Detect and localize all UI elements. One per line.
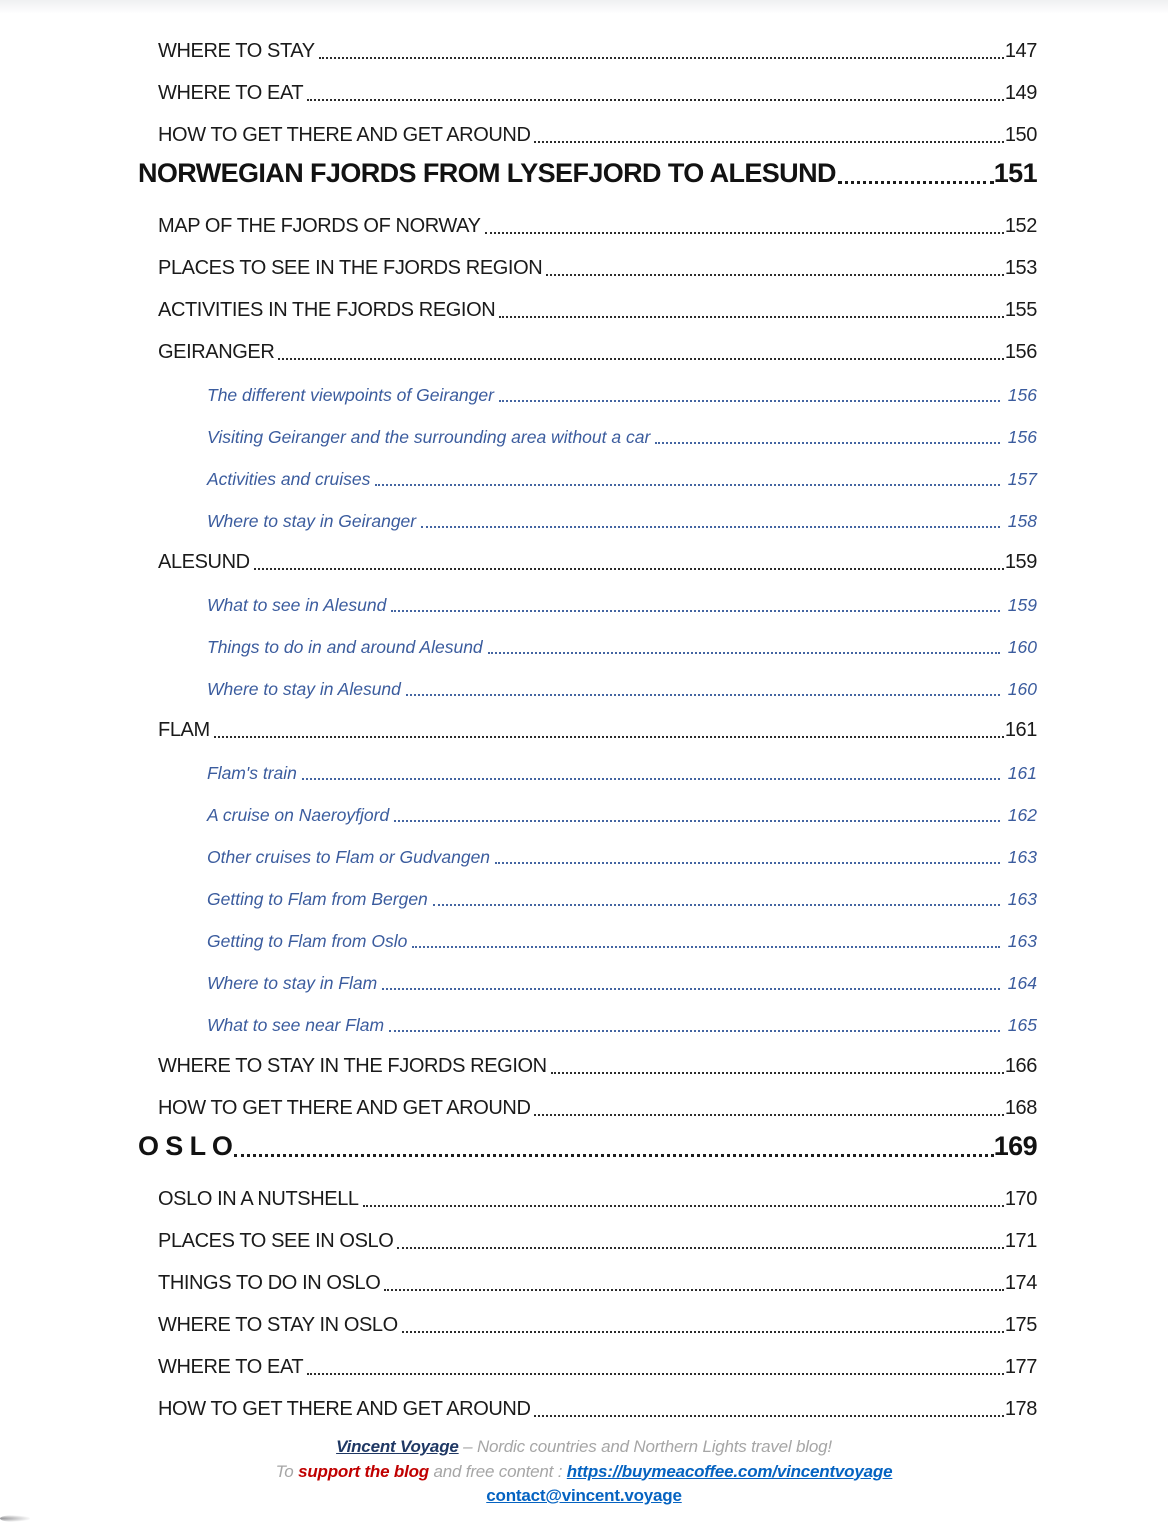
dot-leader <box>406 694 1000 696</box>
toc-entry-label: WHERE TO EAT <box>158 82 304 104</box>
toc-entry-label: HOW TO GET THERE AND GET AROUND <box>158 1097 531 1119</box>
toc-entry-label: NORWEGIAN FJORDS FROM LYSEFJORD TO ALESUND <box>138 158 836 188</box>
toc-entry-label: PLACES TO SEE IN THE FJORDS REGION <box>158 257 543 279</box>
toc-page-number: 178 <box>1004 1398 1037 1420</box>
dot-leader <box>394 820 1000 822</box>
toc-entry[interactable] <box>158 1211 1037 1253</box>
toc-entry-label: Activities and cruises <box>207 469 371 489</box>
toc-entry[interactable] <box>158 322 1037 364</box>
toc-entry-label: Where to stay in Geiranger <box>207 511 417 531</box>
toc-page-number: 163 <box>1007 889 1037 909</box>
dot-leader <box>391 610 999 612</box>
footer-line <box>0 1435 1168 1460</box>
dot-leader <box>495 862 1000 864</box>
toc-page-number: 162 <box>1007 805 1037 825</box>
dot-leader <box>278 358 1003 360</box>
toc-page-number: 156 <box>1007 385 1037 405</box>
toc-entry-label: Flam's train <box>207 763 297 783</box>
dot-leader <box>534 141 1003 143</box>
toc-page-number: 161 <box>1007 763 1037 783</box>
toc-page-number: 164 <box>1007 973 1037 993</box>
toc-page-number: 174 <box>1004 1272 1037 1294</box>
toc-entry-label: Things to do in and around Alesund <box>207 637 483 657</box>
toc-entry-label: ALESUND <box>158 551 250 573</box>
toc-entry[interactable] <box>158 280 1037 322</box>
toc-entry[interactable] <box>207 490 1037 532</box>
dot-leader <box>534 1415 1003 1417</box>
page-edge-artifact <box>0 1515 30 1522</box>
dot-leader <box>363 1205 1004 1207</box>
toc-entry-label: ACTIVITIES IN THE FJORDS REGION <box>158 299 496 321</box>
dot-leader <box>499 400 1000 402</box>
contact-email-link[interactable]: contact@vincent.voyage <box>486 1486 682 1505</box>
footer-line <box>0 1460 1168 1485</box>
toc-entry[interactable] <box>158 1379 1037 1421</box>
dot-leader <box>402 1331 1004 1333</box>
toc-entry-label: A cruise on Naeroyfjord <box>207 805 390 825</box>
toc-entry[interactable] <box>207 658 1037 700</box>
toc-entry-label: FLAM <box>158 719 210 741</box>
toc-page-number: 161 <box>1004 719 1037 741</box>
dot-leader <box>389 1030 1000 1032</box>
toc-page-number: 159 <box>1004 551 1037 573</box>
toc-entry[interactable] <box>207 742 1037 784</box>
footer-support-text: support the blog <box>298 1461 429 1481</box>
toc-page-number: 159 <box>1007 595 1037 615</box>
toc-entry[interactable] <box>207 868 1037 910</box>
toc-page-number: 156 <box>1004 341 1037 363</box>
footer-text: To <box>275 1461 299 1481</box>
toc-page-number: 175 <box>1004 1314 1037 1336</box>
dot-leader <box>382 988 1000 990</box>
toc-entry[interactable] <box>158 1169 1037 1211</box>
dot-leader <box>307 1373 1004 1375</box>
toc-page-number: 152 <box>1004 215 1037 237</box>
dot-leader <box>307 99 1004 101</box>
toc-page-number: 155 <box>1004 299 1037 321</box>
toc-entry-label: WHERE TO STAY IN THE FJORDS REGION <box>158 1055 547 1077</box>
toc-page-number: 158 <box>1007 511 1037 531</box>
toc-entry-label: HOW TO GET THERE AND GET AROUND <box>158 124 531 146</box>
toc-heading-entry[interactable] <box>138 1120 1037 1162</box>
dot-leader <box>234 1154 993 1157</box>
dot-leader <box>485 232 1004 234</box>
toc-entry-label: THINGS TO DO IN OSLO <box>158 1272 381 1294</box>
toc-page-number: 163 <box>1007 847 1037 867</box>
dot-leader <box>551 1072 1004 1074</box>
toc-page-number: 166 <box>1004 1055 1037 1077</box>
toc-page-number: 149 <box>1004 82 1037 104</box>
toc-entry[interactable] <box>158 105 1037 147</box>
toc-heading-entry[interactable] <box>138 147 1037 189</box>
toc-entry[interactable] <box>158 1253 1037 1295</box>
toc-entry[interactable] <box>158 1337 1037 1379</box>
toc-entry-label: WHERE TO STAY IN OSLO <box>158 1314 398 1336</box>
toc-entry-label: Other cruises to Flam or Gudvangen <box>207 847 491 867</box>
dot-leader <box>412 946 999 948</box>
footer-text: and free content : <box>428 1461 567 1481</box>
toc-entry[interactable] <box>158 700 1037 742</box>
toc-page-number: 169 <box>993 1131 1037 1161</box>
toc-entry[interactable] <box>158 532 1037 574</box>
dot-leader <box>499 316 1004 318</box>
buymeacoffee-link[interactable]: https://buymeacoffee.com/vincentvoyage <box>566 1461 893 1481</box>
toc-entry[interactable] <box>207 952 1037 994</box>
dot-leader <box>384 1289 1003 1291</box>
toc-page-number: 165 <box>1007 1015 1037 1035</box>
dot-leader <box>319 57 1004 59</box>
toc-page-number: 177 <box>1004 1356 1037 1378</box>
toc-entry-label: O S L O <box>138 1131 233 1161</box>
dot-leader <box>397 1247 1003 1249</box>
toc-entry[interactable] <box>158 1078 1037 1120</box>
toc-entry-label: What to see in Alesund <box>207 595 387 615</box>
dot-leader <box>421 526 1000 528</box>
toc-entry[interactable] <box>207 994 1037 1036</box>
toc-entry[interactable] <box>207 364 1037 406</box>
toc-page-number: 151 <box>993 158 1037 188</box>
toc-page-number: 150 <box>1004 124 1037 146</box>
dot-leader <box>375 484 999 486</box>
toc-entry-label: MAP OF THE FJORDS OF NORWAY <box>158 215 481 237</box>
page-footer <box>0 1435 1168 1509</box>
dot-leader <box>546 274 1004 276</box>
dot-leader <box>838 181 994 184</box>
toc-entry[interactable] <box>207 574 1037 616</box>
toc-entry[interactable] <box>158 1036 1037 1078</box>
toc-page-number: 170 <box>1004 1188 1037 1210</box>
toc-entry[interactable] <box>207 406 1037 448</box>
toc-entry-label: Visiting Geiranger and the surrounding area without a car <box>207 427 651 447</box>
toc-entry[interactable] <box>158 21 1037 63</box>
dot-leader <box>534 1114 1003 1116</box>
toc-entry-label: Where to stay in Flam <box>207 973 378 993</box>
toc-page-number: 160 <box>1007 679 1037 699</box>
toc-entry-label: WHERE TO STAY <box>158 40 315 62</box>
toc-entry-label: GEIRANGER <box>158 341 275 363</box>
toc-page-number: 147 <box>1004 40 1037 62</box>
toc-entry-label: The different viewpoints of Geiranger <box>207 385 494 405</box>
toc-entry[interactable] <box>207 616 1037 658</box>
toc-page-number: 153 <box>1004 257 1037 279</box>
dot-leader <box>214 736 1004 738</box>
toc-page-number: 171 <box>1004 1230 1037 1252</box>
toc-entry-label: What to see near Flam <box>207 1015 385 1035</box>
toc-entry[interactable] <box>207 784 1037 826</box>
footer-line <box>0 1484 1168 1509</box>
toc-entry-label: OSLO IN A NUTSHELL <box>158 1188 359 1210</box>
toc-entry[interactable] <box>158 63 1037 105</box>
toc-entry-label: HOW TO GET THERE AND GET AROUND <box>158 1398 531 1420</box>
dot-leader <box>254 568 1004 570</box>
dot-leader <box>488 652 1000 654</box>
toc-entry[interactable] <box>207 826 1037 868</box>
toc-entry-label: WHERE TO EAT <box>158 1356 304 1378</box>
toc-entry[interactable] <box>158 196 1037 238</box>
footer-brand-link[interactable]: Vincent Voyage <box>336 1437 459 1456</box>
toc-entry-label: Getting to Flam from Bergen <box>207 889 428 909</box>
toc-page-number: 157 <box>1007 469 1037 489</box>
toc-page-number: 156 <box>1007 427 1037 447</box>
toc-page-number: 163 <box>1007 931 1037 951</box>
toc-page-number: 168 <box>1004 1097 1037 1119</box>
dot-leader <box>302 778 1000 780</box>
toc-entry-label: PLACES TO SEE IN OSLO <box>158 1230 394 1252</box>
toc-entry[interactable] <box>158 238 1037 280</box>
toc-entry-label: Where to stay in Alesund <box>207 679 401 699</box>
dot-leader <box>433 904 1000 906</box>
toc-entry[interactable] <box>207 910 1037 952</box>
footer-tagline: – Nordic countries and Northern Lights travel blog! <box>458 1437 832 1456</box>
toc-page-number: 160 <box>1007 637 1037 657</box>
dot-leader <box>655 442 1000 444</box>
toc-entry[interactable] <box>207 448 1037 490</box>
toc-entry[interactable] <box>158 1295 1037 1337</box>
toc-entry-label: Getting to Flam from Oslo <box>207 931 408 951</box>
